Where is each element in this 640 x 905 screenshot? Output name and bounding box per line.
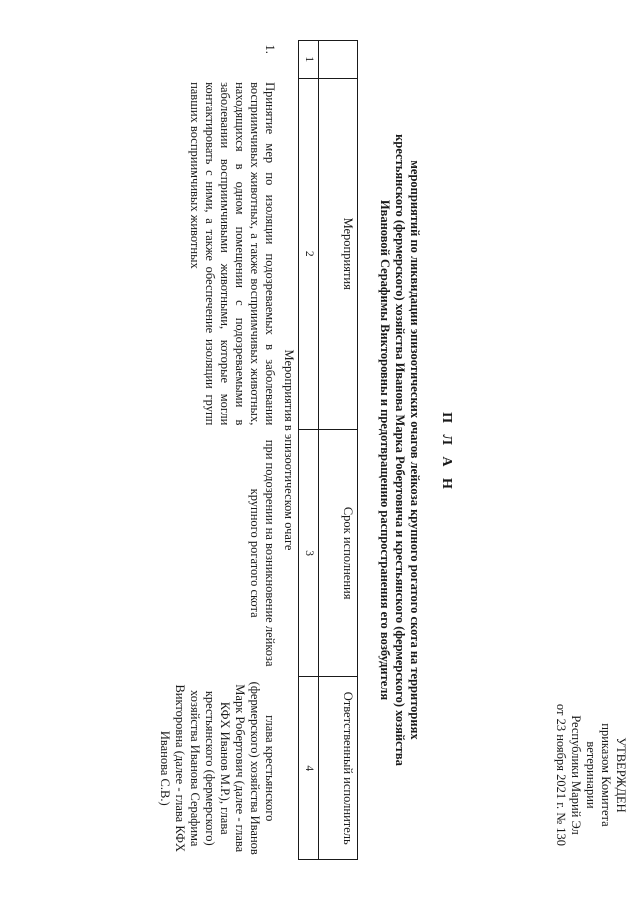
table-header-row [319,41,358,860]
table-row [155,41,279,860]
row-measure: Принятие мер по изоляции подозреваемых в заболевании восприимчивых животных, а также восприимчивых животных, находящихся в одном помещении с подозреваемыми в заболевании восприимчивыми животными, которые могли контактировать с ними, а также обеспечение изоляции групп павших восприимчивых животных [188,82,277,426]
approval-line: приказом Комитета ветеринарии [584,723,613,827]
row-term: при подозрении на возникновение лейкоза крупного рогатого скота [248,439,277,667]
section-title: Мероприятия в эпизоотическом очаге [282,349,296,551]
approval-line: УТВЕРЖДЕН [614,737,628,813]
plan-subtitle-line: крестьянского (фермерского) хозяйства Иванова Марка Робертовича и крестьянского (фермерского) хозяйства [393,134,407,766]
header-number [319,41,358,79]
approval-line: Республики Марий Эл [569,715,583,835]
measures-table [155,40,358,860]
header-col-number: 3 [299,429,319,677]
header-term: Срок исполнения [319,429,358,677]
row-responsible: глава крестьянского (фермерского) хозяйства Иванов Марк Робертович (далее - глава КФХ Иванов М.Р.), глава крестьянского (фермерского) хозяйства Иванова Серафима Викторовна (далее - глава КФХ Иванова С.В.) [158,681,277,855]
header-measures: Мероприятия [319,78,358,429]
plan-subtitle-line: Ивановой Серафимы Викторовны и предотвращению распространения его возбудителя [378,199,392,701]
plan-subtitle-line: мероприятий по ликвидации эпизоотических очагов лейкоза крупного рогатого скота на территориях [408,160,422,740]
plan-title: П Л А Н [439,412,454,493]
header-col-number: 2 [299,78,319,429]
plan-subtitle [377,40,422,860]
row-number: 1. [263,44,277,54]
header-responsible: Ответственный исполнитель [319,677,358,860]
approval-block [553,690,628,860]
header-col-number: 4 [299,677,319,860]
approval-line: от 23 ноября 2021 г. № 130 [554,703,568,847]
section-row [279,41,299,860]
table-header-numbers-row [299,41,319,860]
header-col-number: 1 [299,41,319,79]
